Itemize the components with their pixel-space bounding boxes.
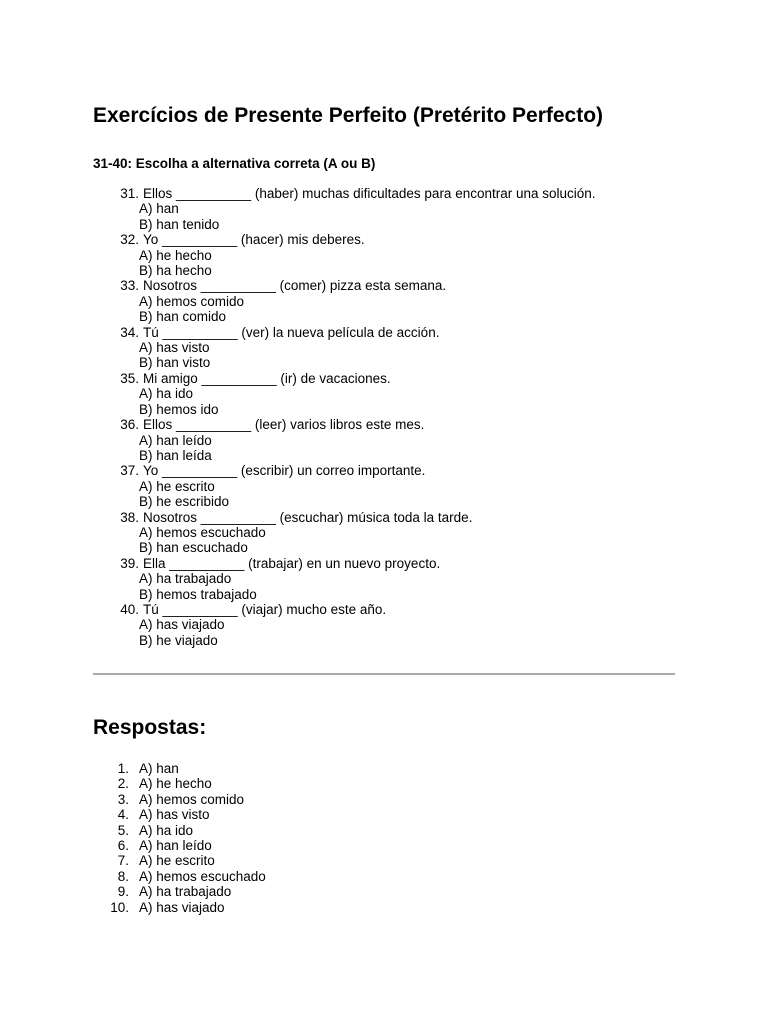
question-text: Nosotros __________ (escuchar) música toda la tarde. [143,509,473,525]
answer-text: A) han leído [139,838,212,854]
answer-number: 6. [117,838,129,854]
question-number: 40. [120,601,139,617]
answer-number: 7. [117,853,129,869]
option-a: A) han [139,201,179,217]
question-number: 38. [120,509,139,525]
answer-item [93,823,266,838]
answer-item [93,761,266,776]
question-37 [93,463,596,509]
option-b: B) hemos trabajado [139,586,257,602]
option-a: A) ha ido [139,386,194,402]
answer-text: A) has viajado [139,899,225,915]
question-text: Tú __________ (viajar) mucho este año. [143,601,387,617]
answer-item [93,900,266,915]
question-number: 35. [120,370,139,386]
answer-text: A) he hecho [139,776,212,792]
question-number: 39. [120,555,139,571]
answer-text: A) han [139,761,179,776]
option-b: B) he viajado [139,632,218,648]
answer-number: 3. [117,791,129,807]
option-b: B) han comido [139,309,227,325]
exercise-instructions: 31-40: Escolha a alternativa correta (A ou B) [93,156,376,171]
option-b: B) han escuchado [139,540,248,556]
answer-number: 8. [117,868,129,884]
question-text: Tú __________ (ver) la nueva película de acción. [143,324,440,340]
question-text: Ellos __________ (leer) varios libros este mes. [143,417,425,433]
section-divider [93,673,675,675]
option-b: B) he escribido [139,494,230,510]
answer-item [93,869,266,884]
question-38 [93,510,596,556]
option-b: B) han tenido [139,216,220,232]
question-number: 37. [120,463,139,479]
question-35 [93,371,596,417]
question-number: 36. [120,417,139,433]
question-32 [93,232,596,278]
answer-item [93,807,266,822]
question-number: 32. [120,232,139,248]
answer-text: A) ha trabajado [139,884,232,900]
question-34 [93,325,596,371]
question-number: 34. [120,324,139,340]
question-40 [93,602,596,648]
question-36 [93,417,596,463]
answer-item [93,884,266,899]
answer-list [93,761,266,915]
question-31 [93,186,596,232]
answer-number: 2. [117,776,129,792]
question-text: Yo __________ (hacer) mis deberes. [143,232,365,248]
answer-item [93,853,266,868]
question-text: Yo __________ (escribir) un correo importante. [143,463,426,479]
option-a: A) hemos comido [139,293,245,309]
question-text: Ellos __________ (haber) muchas dificultades para encontrar una solución. [143,186,596,201]
question-39 [93,556,596,602]
answer-number: 4. [117,807,129,823]
option-a: A) he escrito [139,478,215,494]
answer-number: 9. [117,884,129,900]
option-a: A) hemos escuchado [139,524,266,540]
option-b: B) han leída [139,447,212,463]
question-number: 31. [120,186,139,201]
answer-text: A) has visto [139,807,210,823]
option-a: A) he hecho [139,247,212,263]
option-b: B) han visto [139,355,211,371]
question-text: Ella __________ (trabajar) en un nuevo proyecto. [143,555,441,571]
answer-number: 5. [117,822,129,838]
option-b: B) ha hecho [139,263,212,279]
answers-title: Respostas: [93,716,207,739]
question-number: 33. [120,278,139,294]
answer-text: A) hemos comido [139,791,245,807]
answer-number: 10. [110,899,129,915]
option-a: A) han leído [139,432,212,448]
question-33 [93,278,596,324]
option-a: A) has visto [139,340,210,356]
answer-number: 1. [117,761,129,776]
answer-text: A) hemos escuchado [139,868,266,884]
option-a: A) ha trabajado [139,571,232,587]
option-b: B) hemos ido [139,401,219,417]
answer-item [93,792,266,807]
page-title: Exercícios de Presente Perfeito (Pretérito Perfecto) [93,104,604,127]
question-text: Nosotros __________ (comer) pizza esta semana. [143,278,447,294]
question-list [93,186,596,648]
option-a: A) has viajado [139,617,225,633]
question-text: Mi amigo __________ (ir) de vacaciones. [143,370,391,386]
answer-item [93,838,266,853]
answer-item [93,776,266,791]
answer-text: A) ha ido [139,822,194,838]
answer-text: A) he escrito [139,853,215,869]
